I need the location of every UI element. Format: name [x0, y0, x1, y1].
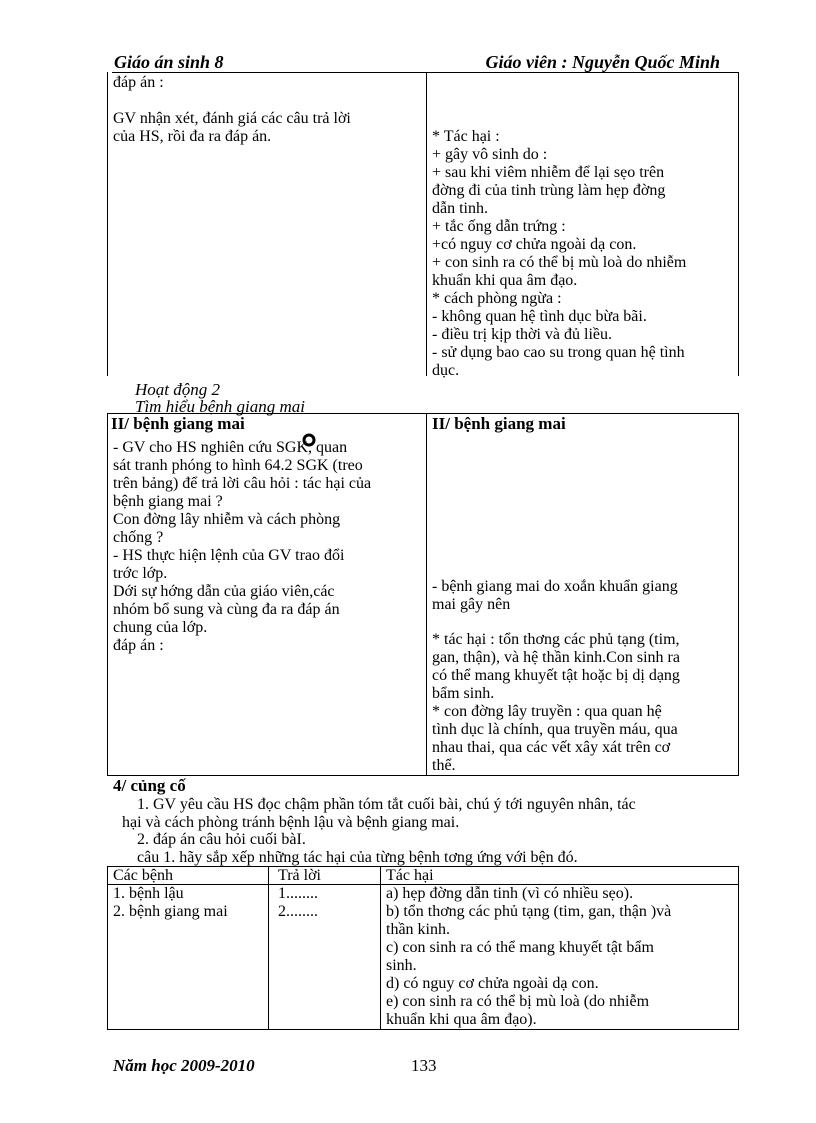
table-3-divider-1	[268, 866, 269, 1029]
table-cell: 2. bệnh giang mai	[113, 903, 228, 920]
text-line: nhau thai, qua các vết xây xát trên cơ	[432, 739, 671, 756]
text-line: gan, thận), và hệ thần kinh.Con sinh ra	[432, 649, 680, 666]
text-line: chung của lớp.	[113, 619, 208, 636]
table-cell: c) con sinh ra có thể mang khuyết tật bẩm	[386, 939, 654, 956]
table-3-right-border	[738, 866, 739, 1029]
table-2-right-border	[738, 413, 739, 775]
text-line: bệnh giang mai ?	[113, 493, 223, 510]
table-cell: sinh.	[386, 957, 417, 974]
table-1-left-border	[107, 72, 108, 376]
table-cell: a) hẹp đờng dẫn tinh (vì có nhiều sẹo).	[386, 885, 634, 902]
table-cell: thần kinh.	[386, 921, 450, 938]
text-line: có thể mang khuyết tật hoặc bị dị dạng	[432, 667, 680, 684]
table-cell: b) tổn thơng các phủ tạng (tim, gan, thận )và	[386, 903, 672, 920]
table-3-header-diseases: Các bệnh	[113, 867, 173, 884]
text-line: - HS thực hiện lệnh của GV trao đổi	[113, 547, 345, 564]
table-cell: 2........	[278, 903, 318, 920]
text-line: 2. đáp án câu hỏi cuối bàI.	[137, 831, 306, 848]
text-line: trớc lớp.	[113, 565, 168, 582]
table-cell: 1. bệnh lậu	[113, 885, 184, 902]
table-2-left-border	[107, 413, 108, 775]
text-line: mai gây nên	[432, 596, 511, 613]
footer-page-number: 133	[411, 1056, 437, 1075]
text-line: bẩm sinh.	[432, 685, 495, 702]
section-4-title: 4/ củng cố	[113, 776, 186, 795]
text-line: GV nhận xét, đánh giá các câu trả lời	[113, 110, 351, 127]
text-line: - sử dụng bao cao su trong quan hệ tình	[432, 344, 685, 361]
table-3-left-border	[107, 866, 108, 1029]
text-line: * Tác hại :	[432, 128, 500, 145]
table-2-bottom-border	[107, 775, 739, 776]
text-line: - bệnh giang mai do xoắn khuẩn giang	[432, 578, 678, 595]
text-line: * con đờng lây truyền : qua quan hệ	[432, 703, 662, 720]
text-line: khuẩn khi qua âm đạo.	[432, 272, 578, 289]
text-line: dẫn tinh.	[432, 200, 488, 217]
text-line: + gây vô sinh do :	[432, 146, 548, 163]
text-line: + sau khi viêm nhiễm để lại sẹo trên	[432, 164, 665, 181]
table-3-header-answer: Trả lời	[278, 867, 321, 884]
table-1-divider	[426, 72, 427, 376]
table-2-right-heading: II/ bệnh giang mai	[432, 414, 566, 433]
text-line: - GV cho HS nghiên cứu SGK, quan	[113, 439, 348, 456]
text-line: * cách phòng ngừa :	[432, 290, 562, 307]
text-line: + tắc ống dẫn trứng :	[432, 218, 566, 235]
text-line: tình dục là chính, qua truyền máu, qua	[432, 721, 678, 738]
text-line: - điều trị kịp thời và đủ liều.	[432, 326, 612, 343]
page-header	[112, 52, 738, 73]
table-3-header-harms: Tác hại	[386, 867, 434, 884]
activity-subtitle: Tìm hiểu bệnh giang mai	[135, 397, 305, 416]
table-2-left-heading: II/ bệnh giang mai	[111, 414, 245, 433]
footer-school-year: Năm học 2009-2010	[113, 1056, 255, 1075]
text-line: đáp án :	[113, 637, 164, 654]
text-line: thể.	[432, 757, 456, 774]
text-line: + con sinh ra có thể bị mù loà do nhiễm	[432, 254, 687, 271]
table-1-right-border	[738, 72, 739, 376]
text-line: đờng đi của tinh trùng làm hẹp đờng	[432, 182, 666, 199]
text-line: +có nguy cơ chửa ngoài dạ con.	[432, 236, 637, 253]
table-cell: e) con sinh ra có thể bị mù loà (do nhiễm	[386, 993, 650, 1010]
text-line: * tác hại : tổn thơng các phủ tạng (tim,	[432, 631, 680, 648]
text-line: của HS, rồi đa ra đáp án.	[113, 128, 272, 145]
text-line: đáp án :	[113, 74, 164, 91]
text-line: nhóm bổ sung và cùng đa ra đáp án	[113, 601, 340, 618]
table-3-divider-2	[380, 866, 381, 1029]
text-line: 1. GV yêu cầu HS đọc chậm phần tóm tắt cuối bài, chú ý tới nguyên nhân, tác	[137, 796, 636, 813]
activity-title: Hoạt động 2	[135, 380, 220, 399]
text-line: dục.	[432, 362, 460, 379]
table-cell: d) có nguy cơ chửa ngoài dạ con.	[386, 975, 599, 992]
text-line: câu 1. hãy sắp xếp những tác hại của từng bệnh tơng ứng với bện đó.	[137, 848, 578, 866]
text-line: Dới sự hớng dẫn của giáo viên,các	[113, 583, 335, 600]
text-line: - không quan hệ tình dục bừa bãi.	[432, 308, 647, 325]
text-line: trên bảng) để trả lời câu hỏi : tác hại của	[113, 475, 372, 492]
table-cell: khuẩn khi qua âm đạo).	[386, 1011, 537, 1028]
table-cell: 1........	[278, 885, 318, 902]
text-line: hại và cách phòng tránh bệnh lậu và bệnh giang mai.	[122, 813, 460, 831]
header-subject: Giáo án sinh 8	[114, 52, 224, 72]
text-line: chống ?	[113, 529, 164, 546]
text-line: sát tranh phóng to hình 64.2 SGK (treo	[113, 457, 363, 474]
table-3-bottom-border	[107, 1029, 739, 1030]
text-line: Con đờng lây nhiễm và cách phòng	[113, 511, 341, 528]
header-teacher: Giáo viên : Nguyễn Quốc Minh	[485, 52, 720, 72]
table-2-divider	[426, 413, 427, 775]
